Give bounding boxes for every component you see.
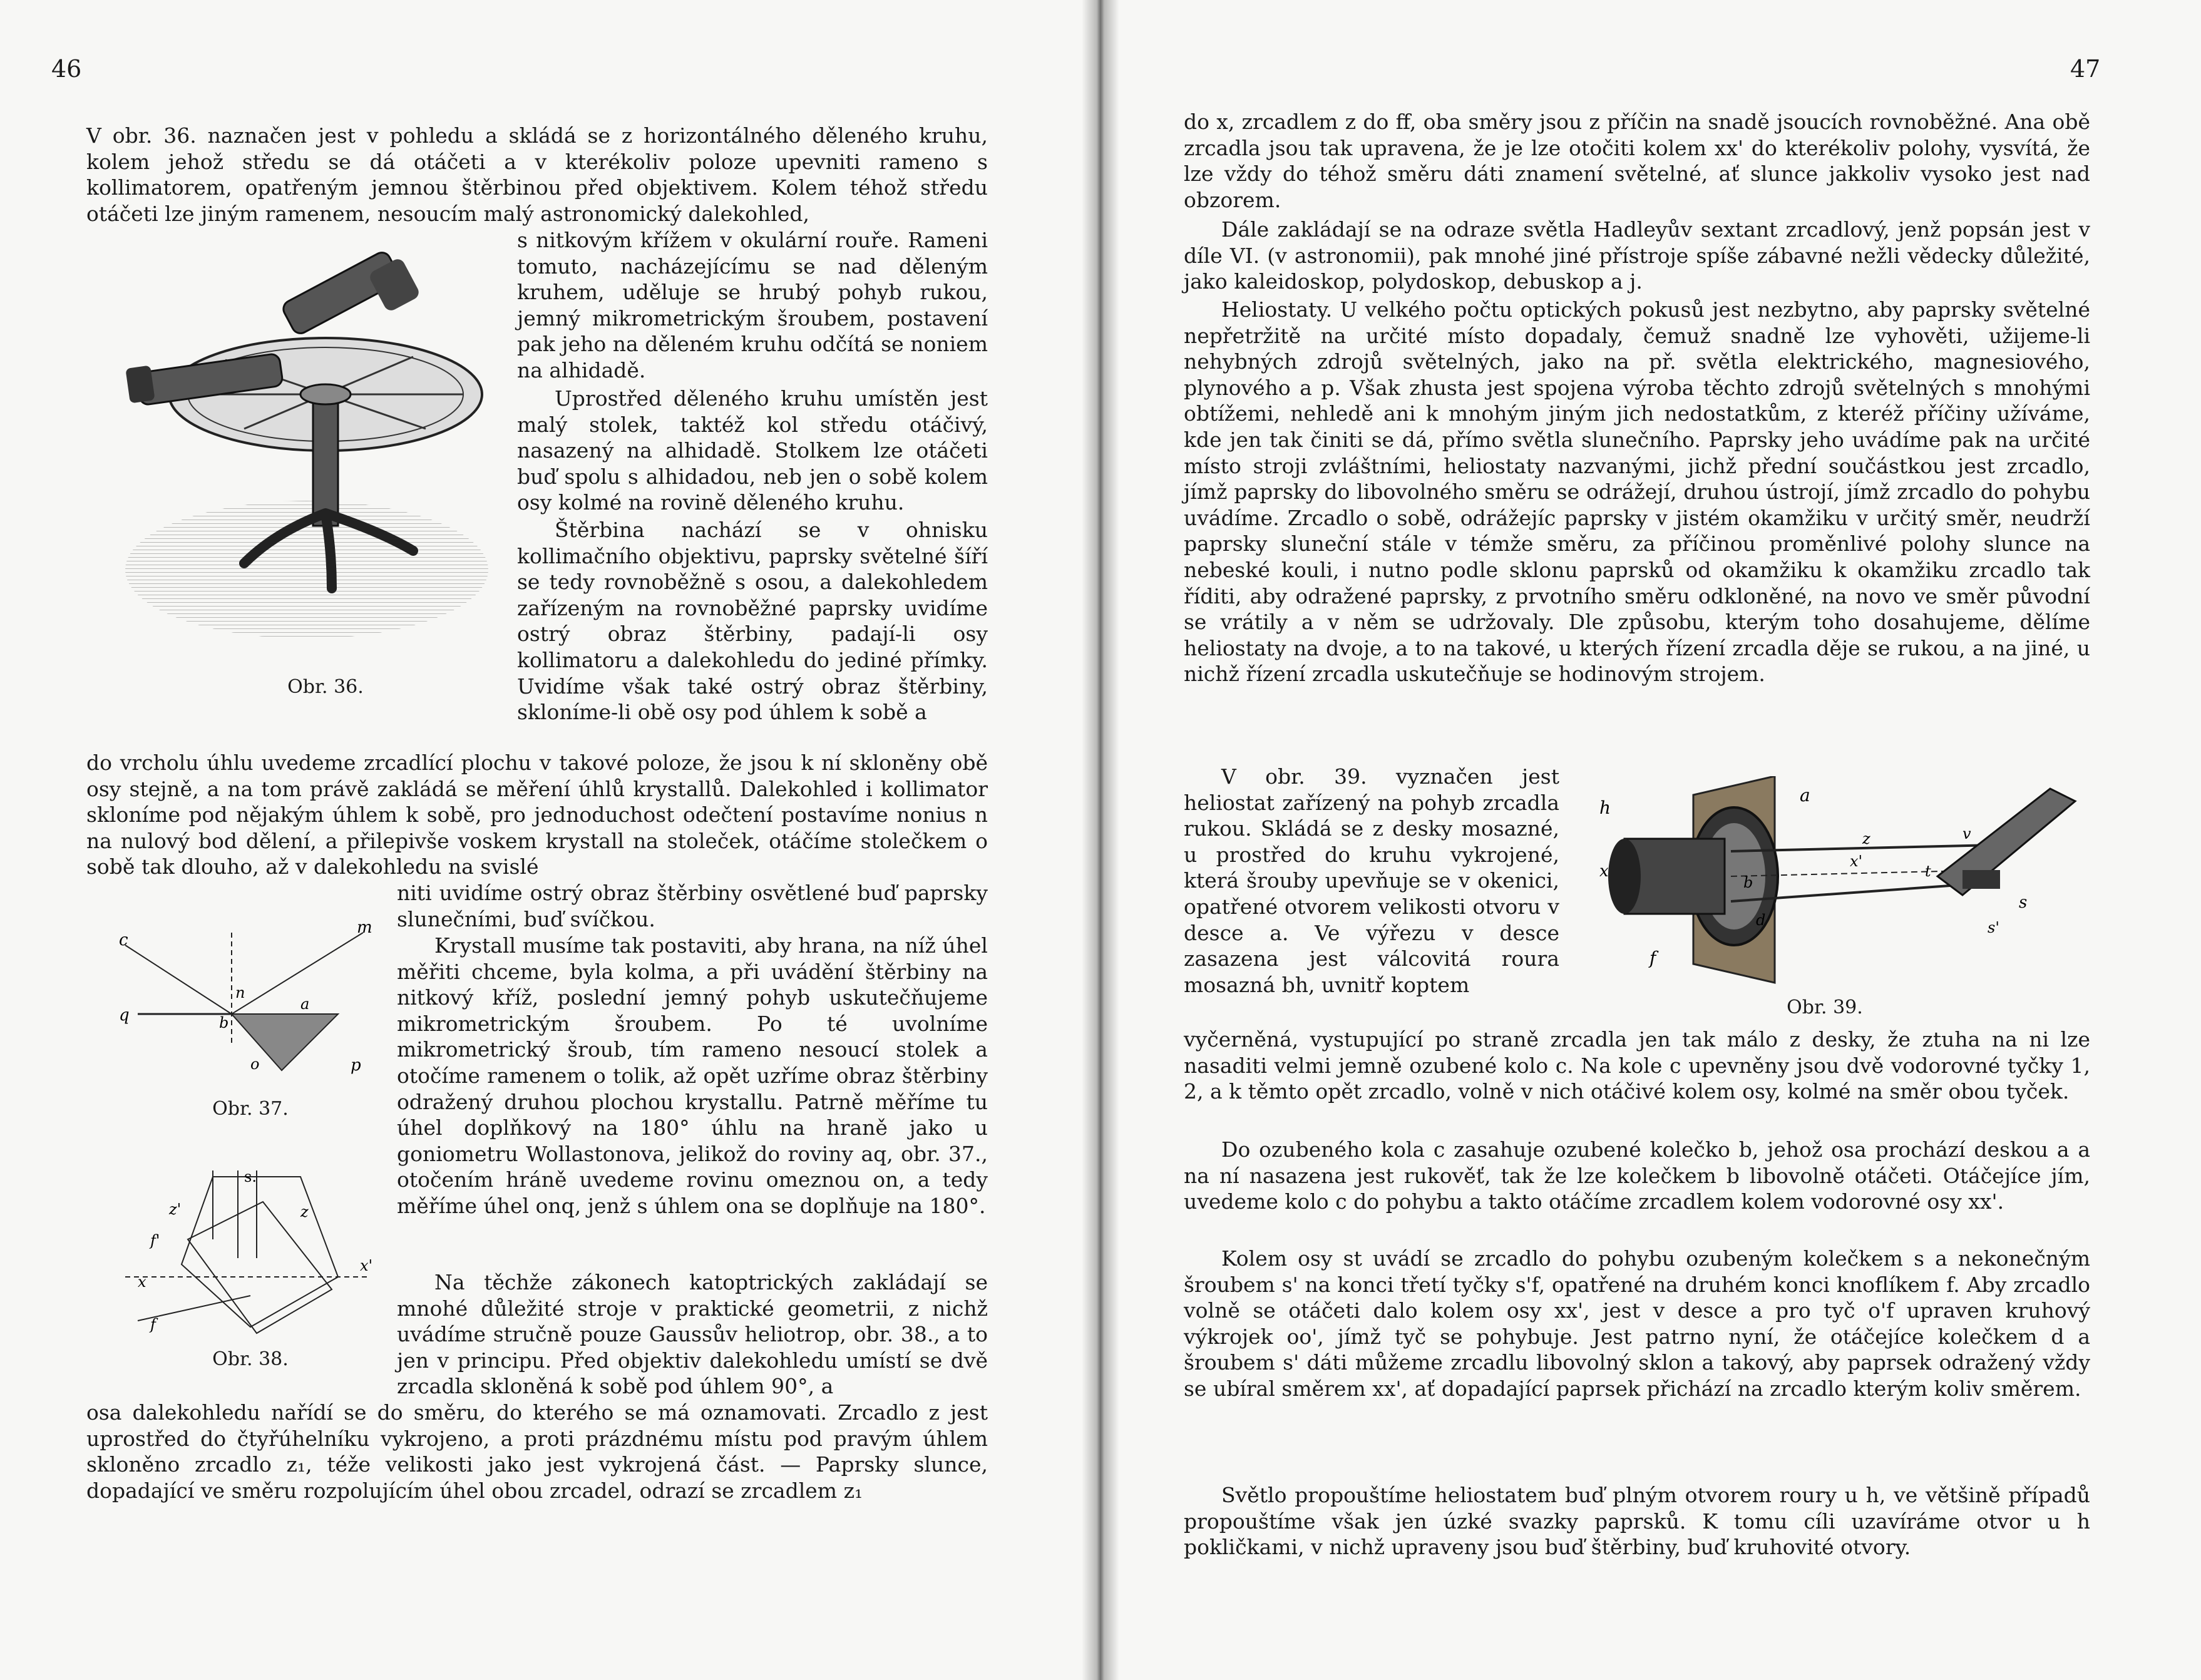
fig38-label-z-prime: z' — [169, 1201, 182, 1218]
fig37-label-m: m — [357, 920, 372, 937]
left-page — [0, 0, 1099, 1680]
paragraph-osa-st: Kolem osy st uvádí se zrcadlo do pohybu ozubeným kolečkem s a nekonečným šroubem s' na konci třetí tyčky s'f, opatřené na druhém konci knoflíkem f. Aby zrcadlo volně se otáčeti dalo kolem osy xx', jest v desce a pro tyč o'f upraven kruhový výkrojek oo', jímž tyč se pohybuje. Jest patrno nyní, že otáčejíce kolečkem d a šroubem s' dáti můžeme zrcadlu libovolný sklon a takový, aby paprsek odražený vždy se ubíral směrem xx', ať dopadající paprsek přichází na zrcadlo kterým koliv směrem. — [1184, 1246, 2090, 1401]
fig37-label-o: o — [250, 1055, 260, 1073]
page-number-left: 46 — [51, 55, 82, 83]
fig38-label-z: z — [300, 1203, 309, 1221]
paragraph-telescope-arm: s nitkovým křížem v okulární rouře. Rameni tomuto, nacházejícímu se nad děleným kruhem, uděluje se hrubý pohyb rukou, jemný mikrometrickým šroubem, postavení pak jeho na děleném kruhu odčítá se noniem na alhidadě. — [517, 228, 988, 382]
figure-37-caption: Obr. 37. — [212, 1098, 289, 1120]
fig39-label-x-prime: x' — [1850, 853, 1863, 870]
fig39-label-d: d — [1756, 911, 1766, 929]
paragraph-smery: do x, zrcadlem z do ff, oba směry jsou z příčin na snadě jsoucích rovnoběžné. Ana obě zrcadla jsou tak upravena, že je lze otočiti kolem xx' do kterékoliv polohy, vysvítá, že lze vždy do téhož směru dáti znamení světelné, ať slunce jakkoliv vysoko jest nad obzorem. — [1184, 110, 2090, 212]
fig37-label-a: a — [300, 995, 310, 1013]
paragraph-heliostaty: Heliostaty. U velkého počtu optických pokusů jest nezbytno, aby paprsky světelné nepřetržitě na určité místo dopadaly, čemuž snadně lze vyhověti, užijeme-li nehybných zdrojů světelných, jako na př. světla elektrického, magnesiového, plynového a p. Však zhusta jest spojena výroba těchto zdrojů světelných s mnohými obtížemi, nehledě ani k mnohým jiným jich nedostatkům, z kteréž příčiny užíváme, kde jen tak činiti se dá, přímo světla slunečního. Paprsky jeho uvádíme pak na určité místo stroji zvláštními, heliostaty nazvanými, jichž přední součástkou jest zrcadlo, jímž paprsky do libovolného směru se odrážejí, druhou ústrojí, jímž zrcadlo do pohybu uvádíme. Zrcadlo o sobě, odrážejíc paprsky v jistém okamžiku v určitý směr, neudrží paprsky sluneční stále v témže směru, za příčinou proměnlivé polohy slunce na nebeské kouli, i nutno podle sklonu paprsků od okamžiku k okamžiku zrcadlo tak říditi, aby odražené paprsky, z prvotního směru odkloněné, na novo ve směr původní se vrátily a v něm se udržovaly. Dle způsobu, kterým toho dosahujeme, dělíme heliostaty na dvoje, a to na takové, u kterých řízení zrcadla děje se rukou, a na jiné, u nichž řízení zrcadla uskutečňuje se hodinovým strojem. — [1184, 297, 2090, 687]
fig37-label-b: b — [219, 1014, 229, 1032]
paragraph-sextant: Dále zakládají se na odraze světla Hadleyův sextant zrcadlový, jenž popsán jest v díle VI. (v astronomii), pak mnohé jiné přístroje spíše zábavné nežli vědecky důležité, jako kaleidoskop, polydoskop, debuskop a j. — [1184, 217, 2090, 294]
page-number-right: 47 — [2070, 55, 2101, 83]
fig37-label-c: c — [119, 931, 128, 950]
paragraph-heliotrop: Na těchže zákonech katoptrických zakládají se mnohé důležité stroje v praktické geometrii, z nichž uvádíme stručně pouze Gaussův heliotrop, obr. 38., a to jen v principu. Před objektiv dalekohledu umístí se dvě zrcadla skloněná k sobě pod úhlem 90°, a — [397, 1270, 988, 1399]
paragraph-niti: niti uvidíme ostrý obraz štěrbiny osvětlené buď paprsky slunečními, buď svíčkou. — [397, 881, 988, 931]
fig39-label-h: h — [1599, 797, 1611, 818]
fig37-label-q: q — [119, 1006, 130, 1025]
fig39-label-x: x — [1599, 862, 1609, 881]
fig38-label-x-prime: x' — [360, 1257, 373, 1274]
figure-39-caption: Obr. 39. — [1787, 996, 1863, 1018]
fig38-label-f-prime: f' — [150, 1232, 160, 1249]
paragraph-ozubene-kolo: Do ozubeného kola c zasahuje ozubené kolečko b, jehož osa prochází deskou a a na ní nasazena jest rukověť, tak že lze kolečkem b libovolně otáčeti. Otáčejíce jím, uvedeme kolo c do pohybu a takto otáčíme zrcadlem kolem vodorovné osy xx'. — [1184, 1137, 2090, 1214]
fig38-label-s: s. — [244, 1168, 257, 1186]
fig37-label-n: n — [235, 984, 245, 1001]
figure-36-caption: Obr. 36. — [287, 676, 364, 698]
paragraph-zrcadla: osa dalekohledu nařídí se do směru, do kterého se má oznamovati. Zrcadlo z jest uprostřed do čtyřúhelníku vykrojeno, a proti prázdnému místu pod pravým úhlem skloněno zrcadlo z₁, téže velikosti jako jest vykrojená část. — Paprsky slunce, dopadající ve směru rozpolujícím úhel obou zrcadel, odrazí se zrcadlem z₁ — [86, 1400, 988, 1503]
figure-37-diagram — [113, 920, 382, 1089]
fig39-label-a: a — [1800, 785, 1810, 806]
figure-38-diagram — [113, 1164, 382, 1339]
fig39-label-s-prime: s' — [1988, 919, 1999, 936]
paragraph-krystall: Krystall musíme tak postaviti, aby hrana, na níž úhel měřiti chceme, byla kolma, a při uvádění štěrbiny na nitkový kříž, poslední jemný pohyb uskutečňujeme mikrometrickým šroubem. Po té uvolníme mikrometrický šroub, tím rameno nesoucí stolek a otočíme ramenem o tolik, až opět uzříme obraz štěrbiny odražený druhou plochou krystallu. Patrně měříme tu úhel doplňkový na 180° úhlu na hraně jako u goniometru Wollastonova, jelikož do roviny aq, obr. 37., otočením hráně uvedeme rovinu omeznou on, a tedy měříme úhel onq, jenž s úhlem ona se doplňuje na 180°. — [397, 933, 988, 1218]
figure-36-goniometer — [119, 238, 495, 651]
paragraph-obr39: V obr. 39. vyznačen jest heliostat zařízený na pohyb zrcadla rukou. Skládá se z desky mosazné, u prostřed do kruhu vykrojené, která šrouby upevňuje se v okenici, opatřené otvorem velikosti otvoru v desce a. Ve výřezu v desce zasazena jest válcovitá roura mosazná bh, uvnitř koptem — [1184, 764, 1559, 997]
paragraph-intro: V obr. 36. naznačen jest v pohledu a skládá se z horizontálného děleného kruhu, kolem jehož středu se dá otáčeti a v kterékoliv poloze upevniti rameno s kollimatorem, opatřeným jemnou štěrbinou před objektivem. Kolem téhož středu otáčeti lze jiným ramenem, nesoucím malý astronomický dalekohled, — [86, 123, 988, 226]
paragraph-sterbina: Štěrbina nachází se v ohnisku kollimačního objektivu, paprsky světelné šíří se tedy rovnoběžně s osou, a dalekohledem zařízeným na rovnoběžné paprsky uvidíme ostrý obraz štěrbiny, padají-li osy kollimatoru a dalekohledu do jediné přímky. Uvidíme však také ostrý obraz štěrbiny, skloníme-li obě osy pod úhlem k sobě a — [517, 518, 988, 725]
paragraph-kolo-c: vyčerněná, vystupující po straně zrcadla jen tak málo z desky, že ztuha na ni lze nasaditi velmi jemně ozubené kolo c. Na kole c upevněny jsou dvě vodorovné tyčky 1, 2, a k těmto opět zrcadlo, volně v nich otáčivé kolem osy, kolmé na směr obou tyček. — [1184, 1027, 2090, 1104]
fig39-label-v: v — [1962, 825, 1971, 843]
paragraph-svetlo: Světlo propouštíme heliostatem buď plným otvorem roury u h, ve většině případů propouštíme však jen úzké svazky paprsků. K tomu cíli uzavíráme otvor u h pokličkami, v nichž upraveny jsou buď štěrbiny, buď kruhovité otvory. — [1184, 1483, 2090, 1560]
figure-39-heliostat — [1587, 776, 2088, 989]
book-gutter — [1082, 0, 1119, 1680]
fig37-label-p: p — [351, 1056, 361, 1075]
fig39-label-f: f — [1649, 948, 1656, 968]
fig38-label-f: f — [150, 1316, 156, 1333]
fig39-label-z: z — [1862, 830, 1870, 848]
paragraph-mereni-uhlu: do vrcholu úhlu uvedeme zrcadlící plochu v takové poloze, že jsou k ní skloněny obě osy stejně, a na tom právě zakládá se měření úhlů krystallů. Dalekohled i kollimator skloníme pod nějakým úhlem k sobě, pro jednoduchost odečtení postavíme nonius n na nulový bod dělení, a přilepivše voskem krystall na stoleček, otáčíme stolečkem o sobě tak dlouho, až v dalekohledu na svislé — [86, 750, 988, 879]
fig39-label-b: b — [1743, 874, 1753, 891]
fig39-label-s: s — [2019, 893, 2028, 912]
fig38-label-x: x — [138, 1273, 146, 1291]
right-page — [1099, 0, 2201, 1680]
fig39-label-t: t — [1925, 863, 1931, 880]
figure-38-caption: Obr. 38. — [212, 1348, 289, 1370]
paragraph-stolek: Uprostřed děleného kruhu umístěn jest malý stolek, taktéž kol středu otáčivý, nasazený na alhidadě. Stolkem lze otáčeti buď spolu s alhidadou, neb jen o sobě kolem osy kolmé na rovině děleného kruhu. — [517, 386, 988, 515]
